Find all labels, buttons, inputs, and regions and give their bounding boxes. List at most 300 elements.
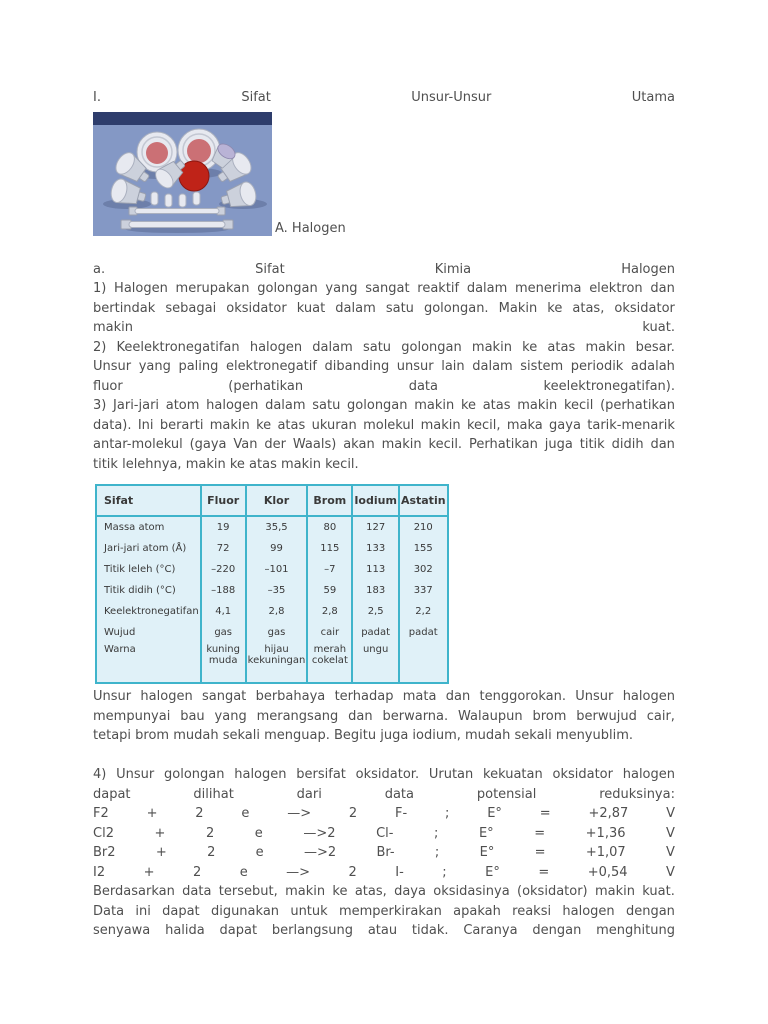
table-cell: 210 xyxy=(399,516,448,538)
word: dalam xyxy=(466,281,508,296)
word: +1,07 xyxy=(585,845,626,860)
text-line xyxy=(93,435,675,455)
word: kuat xyxy=(296,300,326,316)
word: dapat xyxy=(219,923,258,938)
word: (perhatikan xyxy=(228,378,304,394)
word: 2 xyxy=(195,806,204,821)
table-cell: Keelektronegatifan xyxy=(104,606,199,617)
table-header-row xyxy=(96,485,448,516)
text-line xyxy=(93,396,675,416)
word: menghitung xyxy=(596,923,675,938)
word: apakah xyxy=(453,903,501,919)
word: berbahaya xyxy=(255,689,326,704)
word: (perhatikan xyxy=(600,398,675,413)
word: kecil xyxy=(563,398,594,413)
word: e xyxy=(239,864,248,880)
word: Unsur xyxy=(93,359,132,374)
table-header-cell: Astatin xyxy=(399,485,448,516)
word: yang xyxy=(138,359,171,374)
word: tarik-menarik xyxy=(587,417,675,433)
table-cell: cair xyxy=(307,622,352,643)
word: Keelektronegatifan xyxy=(116,339,240,355)
word: brom xyxy=(532,708,567,724)
word: data). xyxy=(93,417,132,433)
word: memperkirakan xyxy=(338,903,442,919)
word: berarti xyxy=(159,417,204,433)
table-cell: 59 xyxy=(307,580,352,601)
word: Data xyxy=(93,903,125,919)
word: data xyxy=(384,786,414,802)
word: elektronegatif xyxy=(225,359,317,374)
properties-table xyxy=(95,484,449,684)
table-header-cell: Iodium xyxy=(352,485,399,516)
word: F2 xyxy=(93,806,109,821)
word: menerima xyxy=(514,281,582,296)
text-line xyxy=(93,279,675,299)
word: V xyxy=(666,825,675,841)
word: E° xyxy=(485,864,500,880)
table-row xyxy=(96,516,448,538)
word: berlangsung xyxy=(271,923,354,938)
word: Walaupun xyxy=(458,708,523,724)
word: Halogen xyxy=(621,261,675,277)
word: titik xyxy=(579,437,605,452)
text-line xyxy=(93,882,675,902)
table-header-cell: Klor xyxy=(246,485,308,516)
para-keelektronegatifan xyxy=(93,338,675,397)
word: yang xyxy=(214,708,247,724)
word: makin xyxy=(517,398,558,413)
word: atom xyxy=(165,398,200,413)
word: antar-molekul xyxy=(93,437,183,452)
word: ukuran xyxy=(311,417,357,433)
word: e xyxy=(241,806,250,821)
word: Cl2 xyxy=(93,825,114,841)
word: reaktif xyxy=(417,281,460,296)
table-cell: 2,2 xyxy=(399,601,448,622)
word: untuk xyxy=(290,903,328,919)
word: molekul xyxy=(363,417,415,433)
word: makin xyxy=(414,398,455,413)
word: dan xyxy=(348,708,373,724)
table-cell: –7 xyxy=(307,559,352,580)
word: V xyxy=(666,864,675,880)
word: makin xyxy=(209,417,250,433)
word: kuat. xyxy=(642,320,675,335)
word: bau xyxy=(180,708,205,724)
word: dari xyxy=(296,786,322,802)
word: bertindak xyxy=(93,300,156,316)
word: (gaya xyxy=(189,437,227,452)
word: sangat xyxy=(201,689,247,704)
word: —>2 xyxy=(303,845,337,860)
table-cell: 19 xyxy=(201,516,246,538)
text-line xyxy=(93,902,675,922)
para-jari-jari-atom xyxy=(93,396,675,474)
word: atas, xyxy=(572,300,605,316)
word: 2 xyxy=(348,864,357,880)
para-potensial-reduksi xyxy=(93,765,675,882)
text-line xyxy=(93,824,675,844)
word: makin xyxy=(93,320,134,335)
word: atas xyxy=(547,339,576,355)
word: berwarna. xyxy=(382,708,449,724)
word: makin xyxy=(594,884,635,899)
word: tersebut, xyxy=(218,884,278,899)
table-cell xyxy=(399,643,448,683)
word: dengan xyxy=(625,903,675,919)
word: halogen xyxy=(622,689,675,704)
table-cell: Jari-jari atom (Å) xyxy=(104,543,187,554)
section-label: A. Halogen xyxy=(275,220,346,236)
para-oksidator-kuat xyxy=(93,279,675,338)
word: Cl- xyxy=(376,825,394,841)
word: —>2 xyxy=(303,825,336,841)
word: golongan xyxy=(257,281,318,296)
table-cell: kuning muda xyxy=(201,643,246,683)
word: ke xyxy=(547,300,563,316)
word: E° xyxy=(479,845,495,860)
word: juga xyxy=(544,437,573,452)
word: + xyxy=(143,864,155,880)
text-line xyxy=(93,416,675,436)
word: 2 xyxy=(348,806,358,821)
table-head xyxy=(96,485,448,516)
word: atas xyxy=(277,417,306,433)
word: E° xyxy=(478,825,494,841)
text-line: titik lelehnya, makin ke atas makin kecil. xyxy=(93,456,359,472)
text-line xyxy=(93,687,675,707)
text-line xyxy=(93,765,675,785)
table-header-cell: Sifat xyxy=(96,485,201,516)
word: der xyxy=(264,437,287,452)
page-content xyxy=(93,88,675,941)
word: mempunyai xyxy=(93,708,171,724)
word: sebagai xyxy=(165,300,217,316)
word: unsur xyxy=(396,359,434,374)
word: senyawa xyxy=(93,923,151,938)
word: oksidator xyxy=(552,767,613,782)
word: dalam xyxy=(472,359,513,374)
word: Br2 xyxy=(93,845,116,860)
word: dilihat xyxy=(193,786,234,802)
word: golongan xyxy=(401,339,462,355)
word: daya xyxy=(394,884,426,899)
word: mata xyxy=(402,689,437,704)
text-line xyxy=(93,921,675,941)
word: dapat xyxy=(162,903,200,919)
text-line xyxy=(93,707,675,727)
word: oksidator xyxy=(614,300,675,316)
word: —> xyxy=(287,806,312,821)
word: kuat. xyxy=(642,884,675,899)
table-cell: padat xyxy=(352,622,399,643)
table-cell: 115 xyxy=(307,538,352,559)
table-cell: Warna xyxy=(104,644,136,655)
table-cell: 99 xyxy=(246,538,308,559)
table-cell: 302 xyxy=(399,559,448,580)
word: Makin xyxy=(498,300,538,316)
para-kesimpulan xyxy=(93,882,675,941)
word: E° xyxy=(487,806,502,821)
word: atau xyxy=(367,923,398,938)
word: Berdasarkan xyxy=(93,884,175,899)
table-row xyxy=(96,601,448,622)
word: Kimia xyxy=(434,261,472,277)
table-cell: 2,8 xyxy=(307,601,352,622)
table-cell: 2,8 xyxy=(246,601,308,622)
word: 4) xyxy=(93,767,107,782)
text-line xyxy=(93,299,675,319)
table-cell: 337 xyxy=(399,580,448,601)
word: cair, xyxy=(646,708,675,724)
table-cell: –220 xyxy=(201,559,246,580)
word: ke xyxy=(256,417,272,433)
word: = xyxy=(539,806,551,821)
word: 3) xyxy=(93,398,107,413)
word: satu xyxy=(312,398,341,413)
word: sistem xyxy=(520,359,564,374)
word: +2,87 xyxy=(588,806,629,821)
word: kecil, xyxy=(466,417,501,433)
text-line: tetapi brom mudah sekali menguap. Begitu juga iodium, mudah sekali menyublim. xyxy=(93,728,634,743)
table-cell: gas xyxy=(201,622,246,643)
table-wrap xyxy=(95,484,675,684)
word: dibanding xyxy=(324,359,390,374)
word: Waals) xyxy=(292,437,337,452)
table-body xyxy=(96,516,448,683)
word: Van xyxy=(233,437,258,452)
figure-row xyxy=(93,112,675,236)
text-line xyxy=(93,863,675,883)
word: merupakan xyxy=(175,281,250,296)
word: makin xyxy=(285,884,326,899)
word: dan xyxy=(650,281,675,296)
text-line xyxy=(93,377,675,397)
table-cell: 113 xyxy=(352,559,399,580)
word: I2 xyxy=(93,864,106,880)
table-cell: 127 xyxy=(352,516,399,538)
word: data xyxy=(182,884,212,899)
word: golongan. xyxy=(423,300,489,316)
word: reaksi xyxy=(512,903,552,919)
table-cell: 133 xyxy=(352,538,399,559)
word: 1) xyxy=(93,281,107,296)
word: e xyxy=(255,845,264,860)
word: makin xyxy=(381,437,422,452)
text-line xyxy=(93,338,675,358)
word: = xyxy=(534,845,546,860)
word: adalah xyxy=(630,359,675,374)
word: merangsang xyxy=(256,708,339,724)
table-cell: Titik leleh (°C) xyxy=(104,564,176,575)
word: oksidator. xyxy=(355,767,420,782)
word: yang xyxy=(325,281,358,296)
table-cell: 35,5 xyxy=(246,516,308,538)
table-cell: 183 xyxy=(352,580,399,601)
table-cell: –35 xyxy=(246,580,308,601)
word: Utama xyxy=(631,90,675,105)
text-line xyxy=(93,785,675,805)
word: gaya xyxy=(549,417,581,433)
word: dalam xyxy=(265,398,306,413)
word: Caranya xyxy=(463,923,518,938)
word: dapat xyxy=(93,786,131,802)
para-bahaya-halogen xyxy=(93,687,675,746)
word: didih xyxy=(611,437,644,452)
word: potensial xyxy=(476,786,537,802)
word: ke xyxy=(460,398,477,413)
word: Urutan xyxy=(428,767,474,782)
word: ; xyxy=(434,845,440,860)
table-cell: –188 xyxy=(201,580,246,601)
word: halogen xyxy=(562,903,615,919)
word: Sifat xyxy=(241,90,271,105)
word: paling xyxy=(178,359,219,374)
word: kekuatan xyxy=(483,767,543,782)
word: dengan xyxy=(532,923,582,938)
word: ; xyxy=(434,825,439,841)
word: maka xyxy=(506,417,543,433)
word: besar. xyxy=(635,339,675,355)
word: Br- xyxy=(376,845,395,860)
word: berwujud xyxy=(576,708,637,724)
table-row xyxy=(96,643,448,683)
table-cell: ungu xyxy=(352,643,399,683)
word: golongan xyxy=(164,767,225,782)
table-header-cell: Fluor xyxy=(201,485,246,516)
word: Perhatikan xyxy=(468,437,538,452)
word: V xyxy=(666,806,675,821)
word: ke xyxy=(522,339,538,355)
word: I- xyxy=(395,864,404,880)
word: digunakan xyxy=(210,903,280,919)
word: sangat xyxy=(365,281,410,296)
word: Jari-jari xyxy=(113,398,160,413)
table-cell: Wujud xyxy=(104,627,136,638)
word: +1,36 xyxy=(585,825,626,841)
word: keelektronegatifan). xyxy=(543,378,675,394)
word: periodik xyxy=(570,359,624,374)
word: Unsur xyxy=(116,767,155,782)
word: makin xyxy=(420,417,461,433)
word: ke xyxy=(332,884,348,899)
word: satu xyxy=(362,339,392,355)
word: Unsur xyxy=(575,689,614,704)
word: 2 xyxy=(205,825,215,841)
word: halogen xyxy=(234,767,287,782)
table-header-cell: Brom xyxy=(307,485,352,516)
table-cell: gas xyxy=(246,622,308,643)
word: atas, xyxy=(354,884,387,899)
word: atas xyxy=(482,398,511,413)
word: (oksidator) xyxy=(517,884,588,899)
word: tenggorokan. xyxy=(479,689,566,704)
table-cell: 4,1 xyxy=(201,601,246,622)
word: akan xyxy=(343,437,375,452)
word: satu xyxy=(385,300,414,316)
table-cell: Massa atom xyxy=(104,522,165,533)
table-cell: 72 xyxy=(201,538,246,559)
word: tidak. xyxy=(411,923,449,938)
word: halogen xyxy=(249,339,303,355)
word: Ini xyxy=(137,417,154,433)
word: —> xyxy=(286,864,311,880)
word: F- xyxy=(395,806,408,821)
word: dan xyxy=(445,689,471,704)
word: data xyxy=(408,378,438,394)
word: terhadap xyxy=(334,689,394,704)
word: oksidator xyxy=(226,300,287,316)
word: + xyxy=(146,806,158,821)
word: fluor xyxy=(93,378,123,394)
word: oksidasinya xyxy=(433,884,510,899)
word: Unsur xyxy=(93,689,132,704)
word: dalam xyxy=(335,300,376,316)
word: elektron xyxy=(589,281,643,296)
word: dan xyxy=(650,437,675,452)
table-cell: Titik didih (°C) xyxy=(104,585,176,596)
word: = xyxy=(538,864,550,880)
word: Unsur-Unsur xyxy=(411,90,492,105)
word: + xyxy=(154,825,166,841)
word: a. xyxy=(93,261,106,277)
table-cell: hijau kekuningan xyxy=(246,643,308,683)
word: golongan xyxy=(347,398,408,413)
word: 2 xyxy=(207,845,216,860)
word: reduksinya: xyxy=(599,786,675,802)
word: Halogen xyxy=(114,281,168,296)
table-row xyxy=(96,622,448,643)
table-cell: merah cokelat xyxy=(307,643,352,683)
text-line xyxy=(93,843,675,863)
halogen-lamps-photo xyxy=(93,112,272,236)
word: dalam xyxy=(312,339,353,355)
word: = xyxy=(534,825,546,841)
word: bersifat xyxy=(296,767,346,782)
table-cell: 155 xyxy=(399,538,448,559)
word: halida xyxy=(165,923,205,938)
word: Sifat xyxy=(255,261,285,277)
word: halogen xyxy=(140,689,193,704)
word: ; xyxy=(444,806,450,821)
table-cell: 2,5 xyxy=(352,601,399,622)
word: makin xyxy=(585,339,626,355)
table-row xyxy=(96,580,448,601)
text-line xyxy=(93,357,675,377)
table-cell: padat xyxy=(399,622,448,643)
table-cell: 80 xyxy=(307,516,352,538)
word: halogen xyxy=(206,398,259,413)
word: 2 xyxy=(192,864,202,880)
subheading xyxy=(93,260,675,280)
word: V xyxy=(666,845,675,860)
word: e xyxy=(254,825,263,841)
table-cell: –101 xyxy=(246,559,308,580)
table-row xyxy=(96,538,448,559)
text-line xyxy=(93,318,675,338)
main-heading xyxy=(93,88,675,108)
text-line xyxy=(93,804,675,824)
word: makin xyxy=(471,339,512,355)
word: +0,54 xyxy=(587,864,628,880)
word: halogen xyxy=(622,767,675,782)
word: ini xyxy=(135,903,151,919)
word: ; xyxy=(442,864,447,880)
word: + xyxy=(155,845,167,860)
word: I. xyxy=(93,90,101,105)
word: 2) xyxy=(93,339,107,355)
